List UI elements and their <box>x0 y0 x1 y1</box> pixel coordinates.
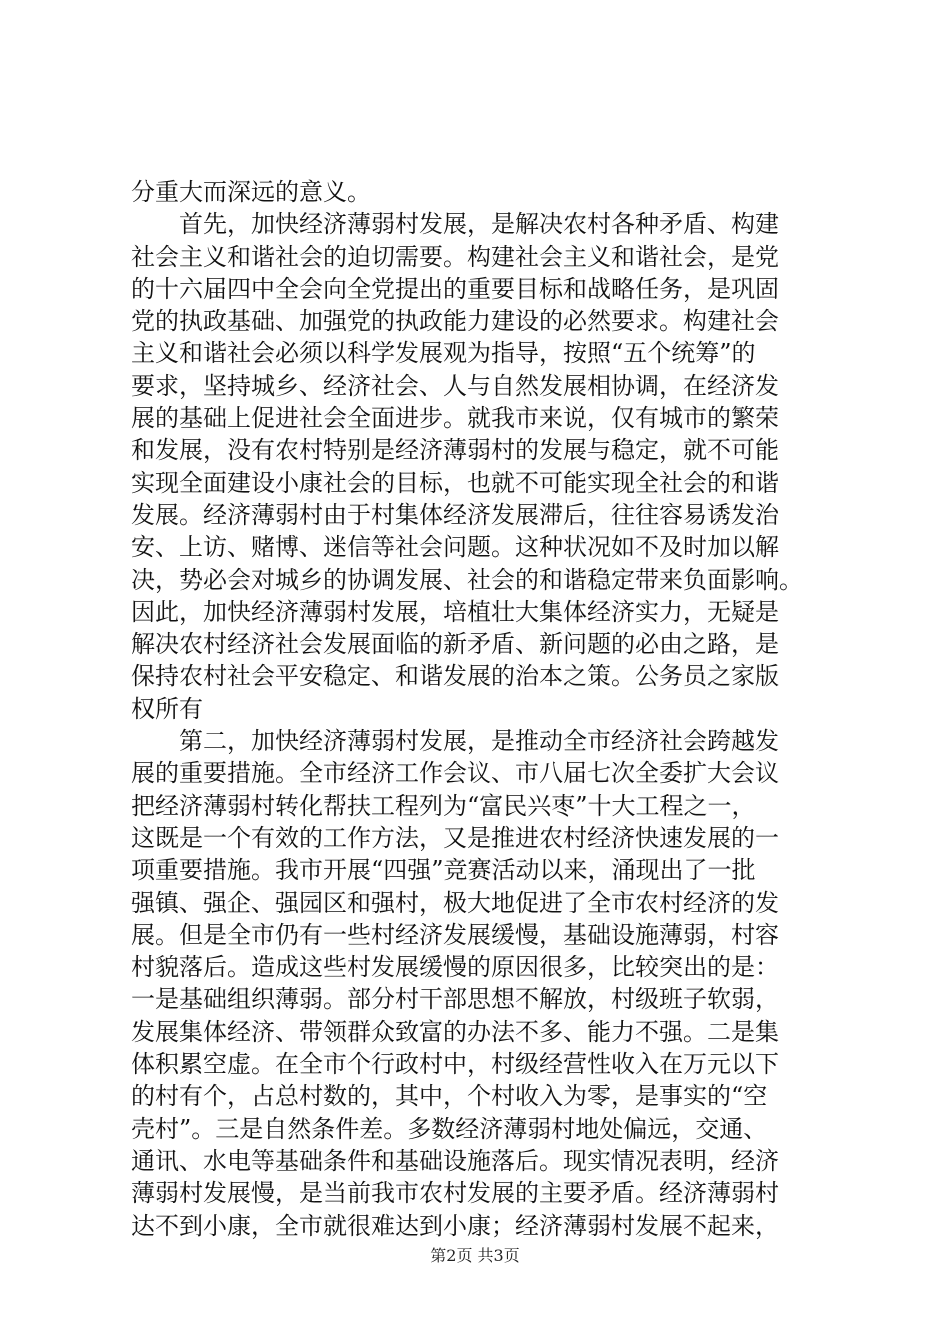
text-line: 展。但是全市仍有一些村经济发展缓慢，基础设施薄弱，村容 <box>131 920 779 949</box>
text-line: 一是基础组织薄弱。部分村干部思想不解放，村级班子软弱， <box>131 985 779 1014</box>
text-line: 展的基础上促进社会全面进步。就我市来说，仅有城市的繁荣 <box>131 404 779 433</box>
text-line: 保持农村社会平安稳定、和谐发展的治本之策。公务员之家版 <box>131 662 779 691</box>
text-line: 达不到小康，全市就很难达到小康；经济薄弱村发展不起来， <box>131 1211 779 1240</box>
text-line: 通讯、水电等基础条件和基础设施落后。现实情况表明，经济 <box>131 1146 779 1175</box>
text-line: 主义和谐社会必须以科学发展观为指导，按照“五个统筹”的 <box>131 339 756 368</box>
page-number-footer: 第2页 共3页 <box>430 1246 520 1265</box>
text-line: 强镇、强企、强园区和强村，极大地促进了全市农村经济的发 <box>131 888 779 917</box>
text-line: 把经济薄弱村转化帮扶工程列为“富民兴枣”十大工程之一， <box>131 791 756 820</box>
text-line: 发展集体经济、带领群众致富的办法不多、能力不强。二是集 <box>131 1017 779 1046</box>
document-body <box>131 176 831 1242</box>
text-line: 的十六届四中全会向全党提出的重要目标和战略任务，是巩固 <box>131 274 779 303</box>
text-line: 第二，加快经济薄弱村发展，是推动全市经济社会跨越发 <box>131 727 779 756</box>
text-line: 展的重要措施。全市经济工作会议、市八届七次全委扩大会议 <box>131 759 779 788</box>
text-line: 因此，加快经济薄弱村发展，培植壮大集体经济实力，无疑是 <box>131 597 779 626</box>
text-line: 项重要措施。我市开展“四强”竞赛活动以来，涌现出了一批 <box>131 856 756 885</box>
text-line: 的村有个，占总村数的，其中，个村收入为零，是事实的“空 <box>131 1082 768 1111</box>
text-line: 首先，加快经济薄弱村发展，是解决农村各种矛盾、构建 <box>131 210 779 239</box>
text-line: 党的执政基础、加强党的执政能力建设的必然要求。构建社会 <box>131 307 779 336</box>
text-line: 社会主义和谐社会的迫切需要。构建社会主义和谐社会，是党 <box>131 242 779 271</box>
text-line: 分重大而深远的意义。 <box>131 178 371 206</box>
text-line: 壳村”。三是自然条件差。多数经济薄弱村地处偏远，交通、 <box>131 1114 768 1143</box>
text-line: 实现全面建设小康社会的目标，也就不可能实现全社会的和谐 <box>131 468 779 497</box>
text-line: 决，势必会对城乡的协调发展、社会的和谐稳定带来负面影响。 <box>131 565 803 594</box>
text-line: 要求，坚持城乡、经济社会、人与自然发展相协调，在经济发 <box>131 371 779 400</box>
text-line: 解决农村经济社会发展面临的新矛盾、新问题的必由之路，是 <box>131 630 779 659</box>
text-line: 和发展，没有农村特别是经济薄弱村的发展与稳定，就不可能 <box>131 436 779 465</box>
text-line: 薄弱村发展慢，是当前我市农村发展的主要矛盾。经济薄弱村 <box>131 1179 779 1208</box>
text-line: 这既是一个有效的工作方法，又是推进农村经济快速发展的一 <box>131 823 779 852</box>
text-line: 权所有 <box>131 694 203 723</box>
text-line: 体积累空虚。在全市个行政村中，村级经营性收入在万元以下 <box>131 1050 779 1079</box>
text-line: 发展。经济薄弱村由于村集体经济发展滞后，往往容易诱发治 <box>131 500 779 529</box>
text-line: 安、上访、赌博、迷信等社会问题。这种状况如不及时加以解 <box>131 533 779 562</box>
text-line: 村貌落后。造成这些村发展缓慢的原因很多，比较突出的是： <box>131 953 779 982</box>
